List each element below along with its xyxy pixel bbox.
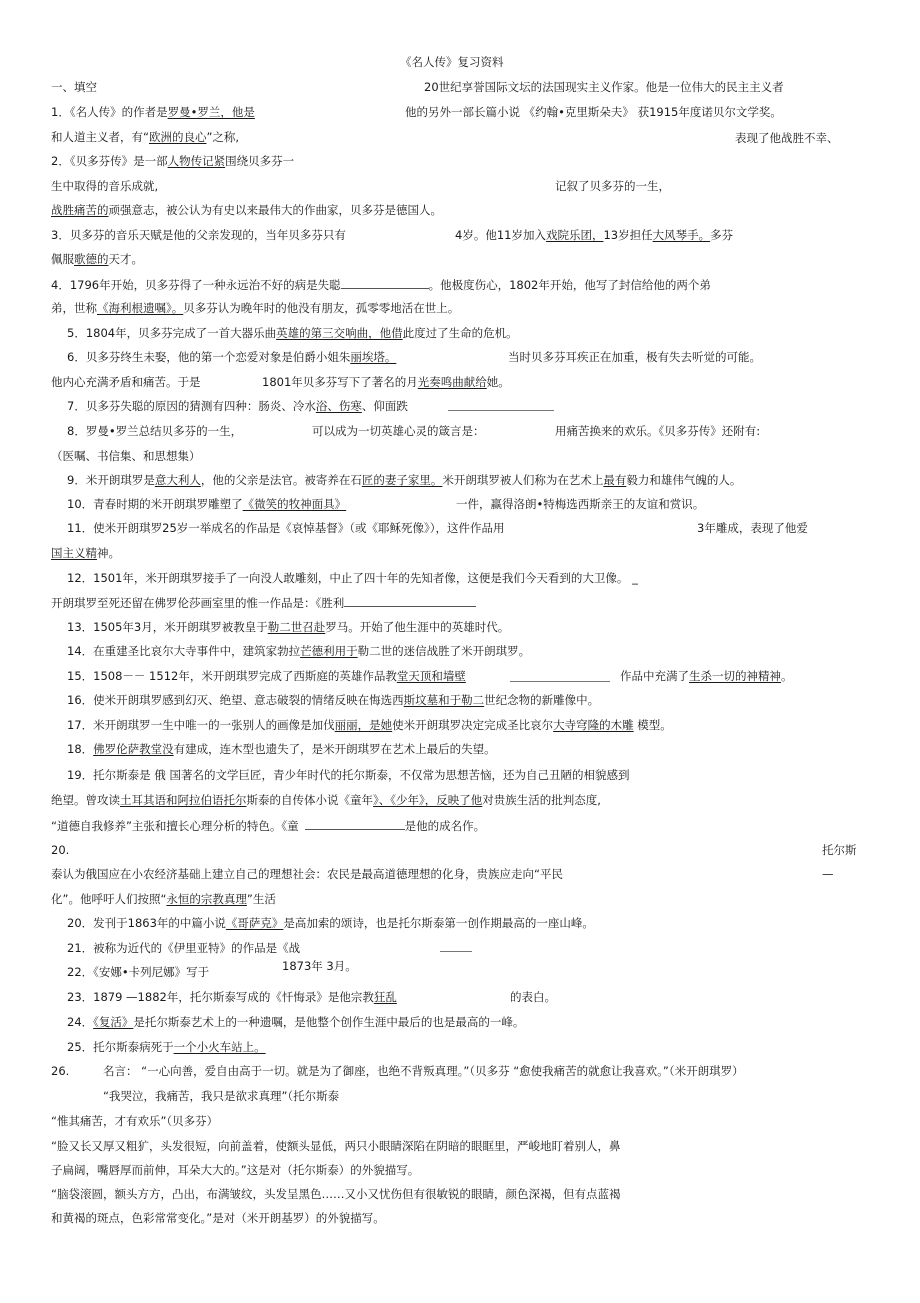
question-3-cont: 佩服歌德的天才。 [51, 252, 143, 266]
answer-blank [510, 681, 610, 682]
question-11-cont: 国主义精神。 [51, 546, 120, 560]
question-15-right: 作品中充满了生杀一切的神精神。 [620, 669, 793, 683]
description-line: 和黄褐的斑点，色彩常常变化。”是对（米开朗基罗）的外貌描写。 [51, 1211, 385, 1225]
question-8: 8．罗曼•罗兰总结贝多芬的一生， [67, 424, 243, 438]
question-23: 23．1879 —1882年，托尔斯泰写成的《忏悔录》是他宗教狂乱 [67, 990, 397, 1004]
question-2-cont-right: 记叙了贝多芬的一生， [555, 179, 670, 193]
question-23-right: 的表白。 [510, 990, 556, 1004]
line-text: 20世纪享誉国际文坛的法国现实主义作家。他是一位伟大的民主主义者 [424, 80, 784, 94]
question-2-cont: 生中取得的音乐成就, [51, 179, 159, 193]
section-heading: 一、填空 [51, 80, 97, 94]
dash-mark: — [822, 867, 834, 881]
question-1-right: 他的另外一部长篇小说 《约翰•克里斯朵夫》 获1915年度诺贝尔文学奖。 [405, 105, 782, 119]
question-12-cont: 开朗琪罗至死还留在佛罗伦莎画室里的惟一作品是：《胜利 [51, 595, 476, 611]
question-19: 19．托尔斯泰是 俄 国著名的文学巨匠，青少年时代的托尔斯泰，不仅常为思想苦恼，还为自己丑陋的相貌感到 [67, 768, 630, 782]
question-5: 5．1804年，贝多芬完成了一首大器乐曲英雄的第三交响曲，他借此度过了生命的危机。 [67, 326, 518, 340]
question-21: 21．被称为近代的《伊里亚特》的作品是《战 [67, 941, 301, 955]
question-16: 16．使米开朗琪罗感到幻灭、绝望、意志破裂的情绪反映在悔选西斯坟墓和于勒二世纪念物的新雕像中。 [67, 693, 600, 707]
question-2: 2．《贝多芬传》是一部人物传记紧围绕贝多芬一 [51, 154, 295, 168]
question-10: 10．青春时期的米开朗琪罗雕塑了《微笑的牧神面具》 [67, 497, 347, 511]
question-9: 9．米开朗琪罗是意大利人，他的父亲是法官。被寄养在石匠的妻子家里。米开朗琪罗被人们称为在艺术上最有毅力和雄伟气魄的人。 [67, 473, 742, 487]
question-4: 4．1796年开始，贝多芬得了一种永远治不好的病是失聪 。他极度伤心，1802年开始，他写了封信给他的两个弟 [51, 278, 711, 292]
quote-line: “惟其痛苦，才有欢乐”（贝多芬） [51, 1114, 219, 1128]
question-14: 14．在重建圣比哀尔大寺事件中，建筑家勃拉芒德利用于勒二世的迷信战胜了米开朗琪罗。 [67, 644, 531, 658]
question-20-cont2: 化”。他呼吁人们按照“永恒的宗教真理”生活 [51, 892, 276, 906]
quote-line: “我哭泣，我痛苦，我只是欲求真理”（托尔斯泰 [103, 1089, 340, 1103]
question-22: 22．《安娜•卡列尼娜》写于 [67, 965, 210, 979]
description-line: “脸又长又厚又粗犷，头发很短，向前盖着，使额头显低，两只小眼睛深陷在阴暗的眼眶里，严峻地盯着别人，鼻 [51, 1139, 621, 1153]
question-24: 24．《复活》是托尔斯泰艺术上的一种遗嘱，是他整个创作生涯中最后的也是最高的一峰。 [67, 1015, 525, 1029]
question-12: 12．1501年，米开朗琪罗接手了一向没人敢雕刻，中止了四十年的先知者像，这便是我们今天看到的大卫像。 _ [67, 571, 638, 585]
question-19-cont: 绝望。曾攻读土耳其语和阿拉伯语托尔斯泰的自传体小说《童年》、《少年》，反映了他对贵族生活的批判态度, [51, 793, 601, 807]
question-3-right: 4岁。他11岁加入戏院乐团，13岁担任大风琴手。多芬 [455, 228, 734, 242]
answer-blank [305, 818, 405, 830]
question-10-right: 一件，赢得洛朗•特梅选西斯亲王的友谊和赏识。 [456, 497, 705, 511]
question-13: 13．1505年3月，米开朗琪罗被教皇于勒二世召赴罗马。开始了他生涯中的英雄时代。 [67, 620, 510, 634]
question-25: 25．托尔斯泰病死于一个小火车站上。 [67, 1040, 266, 1054]
question-8-cont: （医嘱、书信集、和思想集） [51, 449, 201, 463]
question-1-cont: 和人道主义者，有“欧洲的良心”之称, [51, 130, 240, 144]
question-6-right: 当时贝多芬耳疾正在加重，极有失去听觉的可能。 [508, 350, 761, 364]
question-19-cont2: “道德自我修养”主张和擅长心理分析的特色。《童 是他的成名作。 [51, 819, 486, 833]
question-6: 6．贝多芬终生未娶，他的第一个恋爱对象是伯爵小姐朱丽埃塔。 [67, 350, 397, 364]
question-11-right: 3年雕成，表现了他爱 [697, 521, 808, 535]
answer-blank [341, 277, 429, 289]
question-2-cont2: 战胜痛苦的顽强意志，被公认为有史以来最伟大的作曲家，贝多芬是德国人。 [51, 203, 442, 217]
question-15: 15．1508－－ 1512年，米开朗琪罗完成了西斯庭的英雄作品教堂天顶和墙壁 [67, 669, 466, 683]
question-17: 17．米开朗琪罗一生中唯一的一张别人的画像是加伐丽丽，是她使米开朗琪罗决定完成圣比哀尔大寺穹隆的木雕 模型。 [67, 718, 672, 732]
question-26: 名言： “一心向善，爱自由高于一切。就是为了御座，也绝不背叛真理。”（贝多芬 “愈使我痛苦的就愈让我喜欢。”（米开朗琪罗） [103, 1064, 744, 1078]
line-text: 表现了他战胜不幸、 [735, 131, 839, 145]
question-8-right: 用痛苦换来的欢乐。《贝多芬传》还附有: [555, 424, 761, 438]
question-4-cont: 弟，世称《海利根遗嘱》。贝多芬认为晚年时的他没有朋友，孤零零地活在世上。 [51, 301, 460, 315]
question-11: 11．使米开朗琪罗25岁一举成名的作品是《哀悼基督》（或《耶稣死像》），这件作品用 [67, 521, 505, 535]
question-6-cont: 他内心充满矛盾和痛苦。于是 [51, 375, 201, 389]
question-8-mid: 可以成为一切英雄心灵的箴言是： [312, 424, 485, 438]
answer-blank [344, 595, 476, 607]
question-18: 18．佛罗伦萨教堂没有建成，连木型也遗失了，是米开朗琪罗在艺术上最后的失望。 [67, 742, 496, 756]
question-20b: 20．发刊于1863年的中篇小说《哥萨克》是高加索的颂诗，也是托尔斯泰第一创作期最高的一座山峰。 [67, 916, 594, 930]
question-1: 1．《名人传》的作者是罗曼•罗兰，他是 [51, 105, 255, 119]
question-20-number: 20. [51, 843, 70, 857]
answer-blank [448, 410, 554, 411]
question-7: 7．贝多芬失聪的原因的猜测有四种：肠炎、冷水浴、伤寒、仰面跌 [67, 399, 408, 413]
question-22-right: 1873年 3月。 [282, 959, 357, 973]
line-text: 托尔斯 [822, 843, 857, 857]
description-line: “脑袋滚圆，额头方方，凸出，布满皱纹，头发呈黑色……又小又忧伤但有很敏锐的眼睛，颜色深褐，但有点蓝褐 [51, 1187, 621, 1201]
description-line: 子扁阔，嘴唇厚而前伸，耳朵大大的。”这是对（托尔斯泰）的外貌描写。 [51, 1163, 420, 1177]
page-title: 《名人传》复习资料 [400, 55, 504, 69]
question-20-cont: 泰认为俄国应在小农经济基础上建立自己的理想社会：农民是最高道德理想的化身，贵族应走向“平民 [51, 867, 563, 881]
question-3: 3．贝多芬的音乐天赋是他的父亲发现的，当年贝多芬只有 [51, 228, 346, 242]
question-6-cont-right: 1801年贝多芬写下了著名的月光奏鸣曲献给她。 [262, 375, 510, 389]
question-26-number: 26. [51, 1064, 70, 1078]
answer-blank [440, 951, 472, 952]
